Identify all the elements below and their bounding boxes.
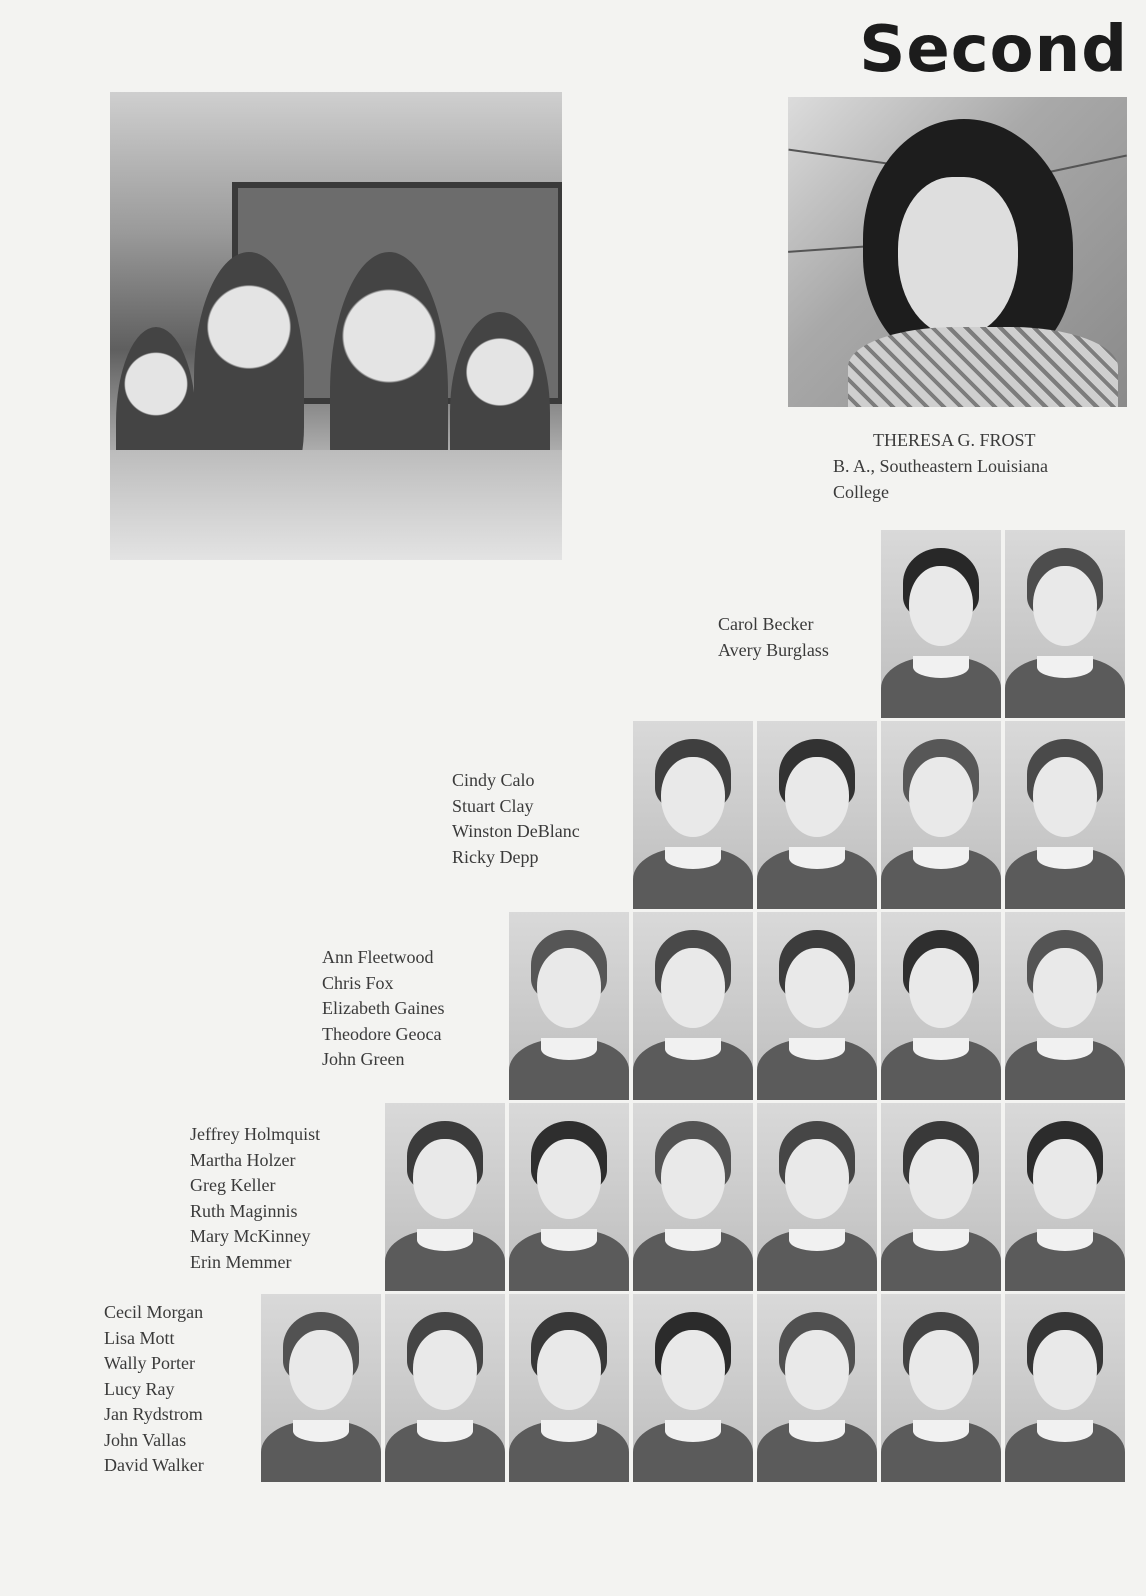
student-name: David Walker [104, 1455, 204, 1475]
teacher-name: THERESA G. FROST [873, 430, 1036, 450]
student-name: Mary McKinney [190, 1226, 311, 1246]
portrait-collar [1037, 1229, 1093, 1251]
student-portrait [1005, 1294, 1125, 1482]
portrait-collar [789, 1229, 845, 1251]
teacher-blouse [848, 327, 1118, 407]
student-portrait [757, 912, 877, 1100]
student-name: Ricky Depp [452, 846, 539, 867]
student-name: Lucy Ray [104, 1378, 175, 1399]
portrait-face [661, 757, 725, 837]
student-portrait [757, 1294, 877, 1482]
portrait-face [537, 1330, 601, 1410]
student-portrait [509, 912, 629, 1100]
student-portrait [633, 912, 753, 1100]
student-name: Jeffrey Holmquist [190, 1124, 321, 1144]
portrait-face [909, 1330, 973, 1410]
teacher-degree: B. A., Southeastern Louisiana [833, 456, 1048, 476]
teacher-caption [833, 427, 1048, 505]
student-name: Jan Rydstrom [104, 1404, 203, 1424]
portrait-face [661, 1330, 725, 1410]
classroom-photo [110, 92, 562, 560]
portrait-face [289, 1330, 353, 1410]
student-name: John Green [322, 1049, 405, 1069]
portrait-collar [665, 1038, 721, 1060]
portrait-collar [913, 1038, 969, 1060]
teacher-face [898, 177, 1018, 337]
student-portrait [881, 1103, 1001, 1291]
portrait-collar [789, 847, 845, 869]
student-portrait [881, 912, 1001, 1100]
student-portrait [509, 1103, 629, 1291]
student-name: Ann Fleetwood [322, 947, 434, 967]
portrait-face [909, 757, 973, 837]
name-list-row-3 [322, 945, 444, 1073]
student-portrait [1005, 1103, 1125, 1291]
portrait-collar [913, 847, 969, 869]
student-name: Avery Burglass [718, 639, 829, 660]
portrait-collar [665, 1229, 721, 1251]
student-portrait [757, 721, 877, 909]
student-name: Stuart Clay [452, 795, 534, 816]
portrait-face [537, 948, 601, 1028]
student-portrait [633, 1103, 753, 1291]
student-portrait [509, 1294, 629, 1482]
teacher-school: College [833, 482, 889, 502]
portrait-collar [665, 847, 721, 869]
student-portrait [881, 1294, 1001, 1482]
portrait-face [1033, 948, 1097, 1028]
name-list-row-5 [104, 1300, 204, 1479]
student-portrait [633, 1294, 753, 1482]
portrait-collar [293, 1420, 349, 1442]
student-portrait [1005, 530, 1125, 718]
student-portrait [385, 1103, 505, 1291]
student-name: Greg Keller [190, 1175, 276, 1195]
portrait-face [909, 566, 973, 646]
student-name: Chris Fox [322, 972, 394, 993]
teacher-portrait [788, 97, 1127, 407]
portrait-collar [1037, 847, 1093, 869]
portrait-face [661, 1139, 725, 1219]
student-name: Lisa Mott [104, 1327, 175, 1348]
desks [110, 450, 562, 560]
name-list-row-4 [190, 1122, 320, 1275]
portrait-collar [789, 1038, 845, 1060]
page-title: Second [859, 13, 1128, 87]
portrait-face [661, 948, 725, 1028]
portrait-collar [913, 1420, 969, 1442]
portrait-face [413, 1139, 477, 1219]
student-name: Carol Becker [718, 614, 814, 634]
portrait-collar [417, 1229, 473, 1251]
portrait-collar [665, 1420, 721, 1442]
portrait-face [909, 948, 973, 1028]
student-portrait [633, 721, 753, 909]
portrait-face [413, 1330, 477, 1410]
portrait-collar [1037, 656, 1093, 678]
student-name: Ruth Maginnis [190, 1200, 298, 1221]
portrait-collar [913, 656, 969, 678]
student-portrait [385, 1294, 505, 1482]
name-list-row-2 [452, 768, 580, 870]
student-portrait [1005, 912, 1125, 1100]
portrait-face [785, 1330, 849, 1410]
student-portrait [1005, 721, 1125, 909]
portrait-face [1033, 566, 1097, 646]
student-name: Theodore Geoca [322, 1023, 442, 1044]
portrait-face [1033, 757, 1097, 837]
student-name: John Vallas [104, 1429, 187, 1450]
student-name: Cindy Calo [452, 770, 535, 790]
student-name: Elizabeth Gaines [322, 998, 445, 1018]
portrait-collar [1037, 1038, 1093, 1060]
student-portrait [757, 1103, 877, 1291]
portrait-face [785, 1139, 849, 1219]
portrait-face [1033, 1139, 1097, 1219]
student-name: Wally Porter [104, 1353, 196, 1373]
portrait-face [537, 1139, 601, 1219]
student-name: Martha Holzer [190, 1149, 296, 1170]
name-list-row-1 [718, 612, 829, 663]
portrait-face [785, 757, 849, 837]
portrait-collar [541, 1420, 597, 1442]
student-name: Cecil Morgan [104, 1302, 204, 1322]
student-name: Erin Memmer [190, 1251, 292, 1272]
portrait-collar [789, 1420, 845, 1442]
student-portrait [881, 721, 1001, 909]
portrait-collar [541, 1038, 597, 1060]
portrait-face [785, 948, 849, 1028]
portrait-face [909, 1139, 973, 1219]
portrait-collar [417, 1420, 473, 1442]
portrait-collar [541, 1229, 597, 1251]
portrait-collar [1037, 1420, 1093, 1442]
portrait-face [1033, 1330, 1097, 1410]
portrait-collar [913, 1229, 969, 1251]
student-name: Winston DeBlanc [452, 821, 580, 841]
student-portrait [881, 530, 1001, 718]
student-portrait [261, 1294, 381, 1482]
